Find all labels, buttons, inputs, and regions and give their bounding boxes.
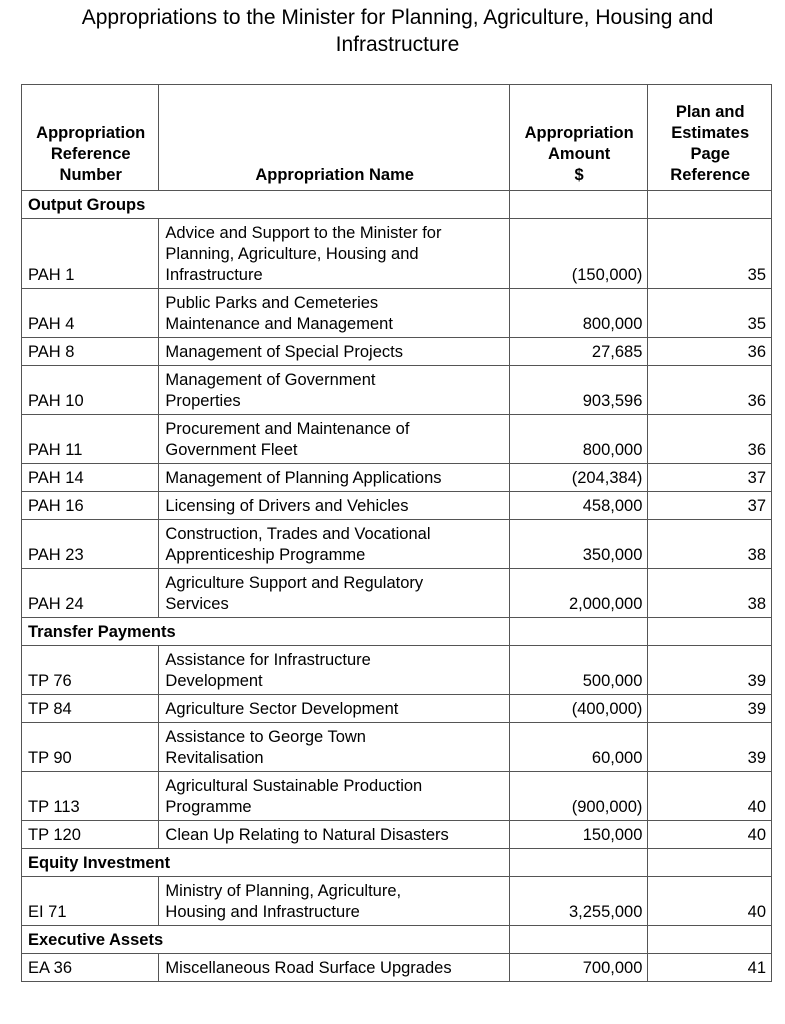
page-reference-cell: 37 bbox=[648, 492, 772, 520]
appropriation-name-line: Agriculture Support and Regulatory bbox=[165, 574, 424, 592]
empty-cell bbox=[648, 849, 772, 877]
appropriation-name-line: Management of Special Projects bbox=[165, 343, 403, 361]
page-reference-cell: 36 bbox=[648, 415, 772, 464]
reference-number-cell: EI 71 bbox=[22, 877, 159, 926]
section-label: Equity Investment bbox=[22, 849, 510, 877]
appropriation-name-line: Government Fleet bbox=[165, 441, 298, 459]
table-row bbox=[22, 695, 772, 723]
reference-number-cell: TP 90 bbox=[22, 723, 159, 772]
section-label: Executive Assets bbox=[22, 926, 510, 954]
section-row bbox=[22, 849, 772, 877]
appropriation-name-line: Advice and Support to the Minister for bbox=[165, 224, 442, 242]
page-reference-cell: 40 bbox=[648, 877, 772, 926]
appropriation-name-cell bbox=[159, 219, 509, 289]
document-title bbox=[0, 4, 785, 58]
appropriation-amount-cell: (400,000) bbox=[509, 695, 647, 723]
section-row bbox=[22, 926, 772, 954]
title-line-1: Appropriations to the Minister for Planning, Agriculture, Housing and bbox=[81, 6, 714, 29]
empty-cell bbox=[648, 618, 772, 646]
appropriation-name-line: Licensing of Drivers and Vehicles bbox=[165, 497, 409, 515]
table-body bbox=[22, 191, 772, 982]
appropriation-name-line: Procurement and Maintenance of bbox=[165, 420, 410, 438]
appropriation-name-cell bbox=[159, 877, 509, 926]
appropriation-name-cell bbox=[159, 723, 509, 772]
appropriations-table bbox=[21, 84, 772, 982]
reference-number-cell: TP 84 bbox=[22, 695, 159, 723]
appropriation-amount-cell: 700,000 bbox=[509, 954, 647, 982]
table-row bbox=[22, 338, 772, 366]
appropriation-name-line: Management of Planning Applications bbox=[165, 469, 442, 487]
header-appropriation-name bbox=[159, 85, 509, 191]
header-text: Plan and bbox=[675, 103, 745, 121]
table-row bbox=[22, 219, 772, 289]
appropriation-amount-cell: 458,000 bbox=[509, 492, 647, 520]
empty-cell bbox=[648, 191, 772, 219]
appropriation-amount-cell: 2,000,000 bbox=[509, 569, 647, 618]
header-text: $ bbox=[574, 166, 584, 184]
page-reference-cell: 39 bbox=[648, 695, 772, 723]
table-row bbox=[22, 723, 772, 772]
header-text: Page bbox=[690, 145, 730, 163]
appropriation-amount-cell: 60,000 bbox=[509, 723, 647, 772]
reference-number-cell: PAH 8 bbox=[22, 338, 159, 366]
table-row bbox=[22, 569, 772, 618]
header-page-reference bbox=[648, 85, 772, 191]
page-reference-cell: 36 bbox=[648, 366, 772, 415]
section-row bbox=[22, 618, 772, 646]
appropriation-name-cell bbox=[159, 695, 509, 723]
reference-number-cell: PAH 4 bbox=[22, 289, 159, 338]
appropriation-amount-cell: 27,685 bbox=[509, 338, 647, 366]
section-row bbox=[22, 191, 772, 219]
page-reference-cell: 38 bbox=[648, 520, 772, 569]
appropriation-name-line: Assistance to George Town bbox=[165, 728, 366, 746]
appropriation-name-line: Clean Up Relating to Natural Disasters bbox=[165, 826, 449, 844]
page-reference-cell: 35 bbox=[648, 219, 772, 289]
table-header-row bbox=[22, 85, 772, 191]
reference-number-cell: PAH 16 bbox=[22, 492, 159, 520]
appropriation-name-line: Ministry of Planning, Agriculture, bbox=[165, 882, 402, 900]
appropriation-name-line: Maintenance and Management bbox=[165, 315, 393, 333]
table-row bbox=[22, 821, 772, 849]
title-line-2: Infrastructure bbox=[335, 33, 460, 56]
table-row bbox=[22, 520, 772, 569]
page-reference-cell: 35 bbox=[648, 289, 772, 338]
table-row bbox=[22, 877, 772, 926]
reference-number-cell: TP 120 bbox=[22, 821, 159, 849]
reference-number-cell: PAH 24 bbox=[22, 569, 159, 618]
reference-number-cell: PAH 1 bbox=[22, 219, 159, 289]
appropriation-name-line: Planning, Agriculture, Housing and bbox=[165, 245, 419, 263]
reference-number-cell: TP 113 bbox=[22, 772, 159, 821]
empty-cell bbox=[509, 191, 647, 219]
header-text: Number bbox=[59, 166, 122, 184]
section-label: Transfer Payments bbox=[22, 618, 510, 646]
appropriation-name-line: Construction, Trades and Vocational bbox=[165, 525, 431, 543]
appropriation-amount-cell: (900,000) bbox=[509, 772, 647, 821]
appropriation-name-line: Public Parks and Cemeteries bbox=[165, 294, 379, 312]
appropriation-name-cell bbox=[159, 646, 509, 695]
appropriation-name-cell bbox=[159, 821, 509, 849]
appropriation-amount-cell: 800,000 bbox=[509, 289, 647, 338]
page-reference-cell: 36 bbox=[648, 338, 772, 366]
reference-number-cell: TP 76 bbox=[22, 646, 159, 695]
appropriation-amount-cell: 150,000 bbox=[509, 821, 647, 849]
appropriation-name-cell bbox=[159, 954, 509, 982]
page-reference-cell: 40 bbox=[648, 821, 772, 849]
header-appropriation-amount bbox=[509, 85, 647, 191]
empty-cell bbox=[509, 618, 647, 646]
appropriation-amount-cell: 800,000 bbox=[509, 415, 647, 464]
table-row bbox=[22, 366, 772, 415]
appropriation-name-line: Programme bbox=[165, 798, 252, 816]
header-text: Reference bbox=[50, 145, 131, 163]
reference-number-cell: PAH 14 bbox=[22, 464, 159, 492]
header-text: Estimates bbox=[671, 124, 750, 142]
header-text: Amount bbox=[547, 145, 611, 163]
appropriation-name-line: Agricultural Sustainable Production bbox=[165, 777, 423, 795]
appropriation-name-cell bbox=[159, 492, 509, 520]
appropriation-name-cell bbox=[159, 415, 509, 464]
table-row bbox=[22, 289, 772, 338]
reference-number-cell: EA 36 bbox=[22, 954, 159, 982]
reference-number-cell: PAH 10 bbox=[22, 366, 159, 415]
appropriation-name-cell bbox=[159, 464, 509, 492]
empty-cell bbox=[509, 849, 647, 877]
header-text: Reference bbox=[670, 166, 751, 184]
appropriation-name-cell bbox=[159, 338, 509, 366]
appropriation-name-line: Housing and Infrastructure bbox=[165, 903, 360, 921]
table-row bbox=[22, 415, 772, 464]
appropriation-name-line: Agriculture Sector Development bbox=[165, 700, 399, 718]
header-reference-number bbox=[22, 85, 159, 191]
page-reference-cell: 39 bbox=[648, 723, 772, 772]
appropriation-amount-cell: 3,255,000 bbox=[509, 877, 647, 926]
appropriation-amount-cell: 350,000 bbox=[509, 520, 647, 569]
page-reference-cell: 37 bbox=[648, 464, 772, 492]
page-reference-cell: 41 bbox=[648, 954, 772, 982]
appropriation-name-cell bbox=[159, 289, 509, 338]
empty-cell bbox=[509, 926, 647, 954]
appropriation-name-cell bbox=[159, 569, 509, 618]
appropriation-name-line: Services bbox=[165, 595, 229, 613]
appropriation-name-line: Management of Government bbox=[165, 371, 376, 389]
header-text: Appropriation Name bbox=[255, 166, 414, 184]
appropriation-name-line: Apprenticeship Programme bbox=[165, 546, 366, 564]
appropriation-amount-cell: (150,000) bbox=[509, 219, 647, 289]
appropriation-name-line: Properties bbox=[165, 392, 241, 410]
appropriation-amount-cell: 903,596 bbox=[509, 366, 647, 415]
appropriation-name-line: Miscellaneous Road Surface Upgrades bbox=[165, 959, 452, 977]
header-text: Appropriation bbox=[524, 124, 634, 142]
page-reference-cell: 38 bbox=[648, 569, 772, 618]
table-row bbox=[22, 954, 772, 982]
appropriation-name-line: Development bbox=[165, 672, 263, 690]
appropriation-name-cell bbox=[159, 772, 509, 821]
page-reference-cell: 39 bbox=[648, 646, 772, 695]
appropriation-amount-cell: (204,384) bbox=[509, 464, 647, 492]
reference-number-cell: PAH 23 bbox=[22, 520, 159, 569]
appropriation-name-cell bbox=[159, 520, 509, 569]
reference-number-cell: PAH 11 bbox=[22, 415, 159, 464]
page-reference-cell: 40 bbox=[648, 772, 772, 821]
header-text: Appropriation bbox=[36, 124, 146, 142]
appropriation-name-line: Revitalisation bbox=[165, 749, 264, 767]
empty-cell bbox=[648, 926, 772, 954]
appropriation-name-line: Infrastructure bbox=[165, 266, 263, 284]
table-row bbox=[22, 464, 772, 492]
table-row bbox=[22, 772, 772, 821]
section-label: Output Groups bbox=[22, 191, 510, 219]
appropriation-amount-cell: 500,000 bbox=[509, 646, 647, 695]
table-row bbox=[22, 646, 772, 695]
appropriation-name-cell bbox=[159, 366, 509, 415]
appropriation-name-line: Assistance for Infrastructure bbox=[165, 651, 371, 669]
table-row bbox=[22, 492, 772, 520]
